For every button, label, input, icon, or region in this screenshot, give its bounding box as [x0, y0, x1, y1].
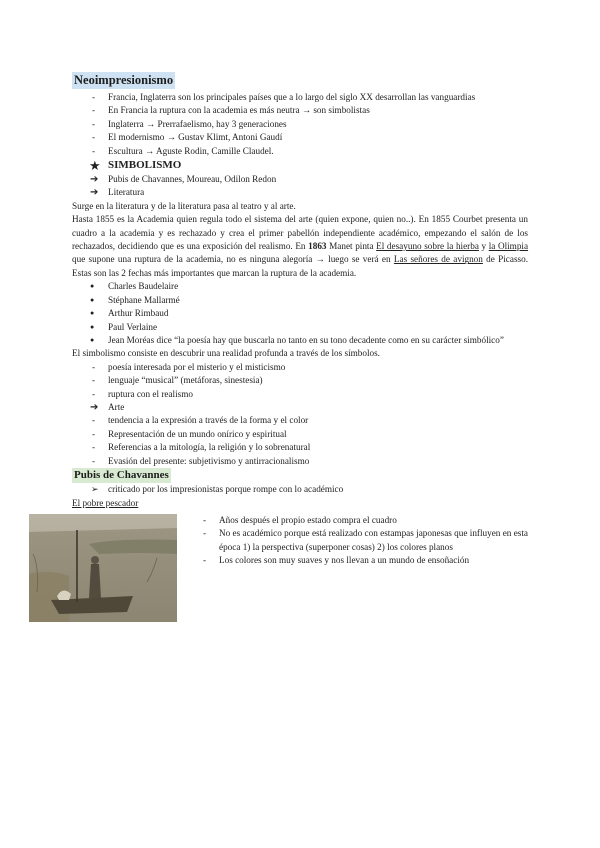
arrow-icon: ➔ — [90, 174, 99, 186]
intro-paragraph: Surge en la literatura y de la literatura pasa al teatro y al arte. — [72, 200, 296, 211]
lit-item: - lenguaje “musical” (metáforas, sinestesia) — [72, 374, 528, 387]
arte-heading — [72, 401, 528, 414]
chavannes-note — [72, 483, 528, 496]
star-icon: ★ — [89, 158, 101, 174]
triangle-arrow-icon: ➢ — [91, 483, 99, 494]
painting-fisherman — [89, 564, 101, 598]
arrow-item — [72, 173, 528, 186]
section-title-neoimpresionismo: Neoimpresionismo — [74, 73, 174, 87]
arte-label: Arte — [108, 401, 125, 412]
painting-note: - Los colores son muy suaves y nos llevan a un mundo de ensoñación — [182, 554, 528, 567]
arrow-icon: ➔ — [90, 401, 99, 413]
painting-fisherman-head — [91, 556, 99, 564]
history-paragraph — [72, 213, 528, 280]
simbolismo-heading — [72, 158, 528, 173]
definition-paragraph: El simbolismo consiste en descubrir una realidad profunda a través de los símbolos. — [72, 348, 380, 359]
work-desayuno: El desayuno sobre la hierba — [376, 241, 479, 252]
poet-item: ● Paul Verlaine — [72, 321, 528, 334]
neo-item: - En Francia la ruptura con la academia es más neutra → son simbolistas — [72, 104, 528, 117]
poet-item: ● Jean Moréas dice “la poesía hay que buscarla no tanto en su tono decadente como en su carácter simbólico” — [72, 334, 528, 347]
arrow-icon: ➔ — [90, 187, 99, 199]
arrow-item — [72, 186, 528, 199]
poets-list — [72, 280, 528, 347]
neo-item: - El modernismo → Gustav Klimt, Antoni Gaudí — [72, 131, 528, 144]
work-title: El pobre pescador — [72, 498, 139, 509]
painting-notes — [182, 514, 528, 568]
history-text: Hasta 1855 es la Academia quien regula todo el sistema del arte (quien expone, quien no..). En 1855 Courbet presenta un cuadro a la academia y es rechazado y crea el primer pabellón independiente académico, empezando el salón de los rechazados, decidiendo que es una exposición del realismo. En — [72, 214, 528, 252]
poet-item: ● Charles Baudelaire — [72, 280, 528, 293]
figure-row — [72, 514, 528, 624]
work-olimpia: la Olimpia — [488, 241, 529, 252]
arte-item: - Representación de un mundo onírico y espiritual — [72, 428, 528, 441]
poet-item: ● Arthur Rimbaud — [72, 307, 528, 320]
el-pobre-pescador-painting — [29, 514, 177, 622]
painting-note: - Años después el propio estado compra el cuadro — [182, 514, 528, 527]
arte-item: - tendencia a la expresión a través de la forma y el color — [72, 414, 528, 427]
year-1863: 1863 — [308, 241, 327, 252]
history-text: Manet pinta — [329, 241, 374, 252]
arte-item: - Evasión del presente: subjetivismo y antirracionalismo — [72, 455, 528, 468]
arte-item: - Referencias a la mitología, la religión y lo sobrenatural — [72, 441, 528, 454]
history-text: y — [481, 241, 487, 252]
simbolismo-title: SIMBOLISMO — [108, 159, 182, 172]
history-text: que supone una ruptura de la academia, no es ninguna alegoría → luego se verá en — [72, 254, 391, 265]
neo-item: - Inglaterra → Prerrafaelismo, hay 3 generaciones — [72, 118, 528, 131]
arrow-item-text: Pubis de Chavannes, Moureau, Odilon Redon — [108, 174, 277, 185]
lit-item: - poesía interesada por el misterio y el misticismo — [72, 361, 528, 374]
arrow-item-text: Literatura — [108, 187, 145, 198]
history-text: de Picasso. Estas son las 2 fechas más importantes que marcan la ruptura de la academia. — [72, 254, 528, 278]
section-title-chavannes: Pubis de Chavannes — [74, 468, 169, 481]
neo-item: - Francia, Inglaterra son los principales países que a lo largo del siglo XX desarrollan las vanguardias — [72, 91, 528, 104]
chavannes-note-text: criticado por los impresionistas porque rompe con lo académico — [108, 483, 344, 494]
neo-list — [72, 91, 528, 158]
painting-note: - No es académico porque está realizado con estampas japonesas que influyen en esta época 1) la perspectiva (superponer cosas) 2) los colores planos — [182, 527, 528, 554]
lit-item: - ruptura con el realismo — [72, 388, 528, 401]
neo-item: - Escultura → Aguste Rodin, Camille Claudel. — [72, 145, 528, 158]
document-page — [72, 72, 528, 624]
poet-item: ● Stéphane Mallarmé — [72, 294, 528, 307]
work-avignon: Las señores de avignon — [393, 254, 483, 265]
